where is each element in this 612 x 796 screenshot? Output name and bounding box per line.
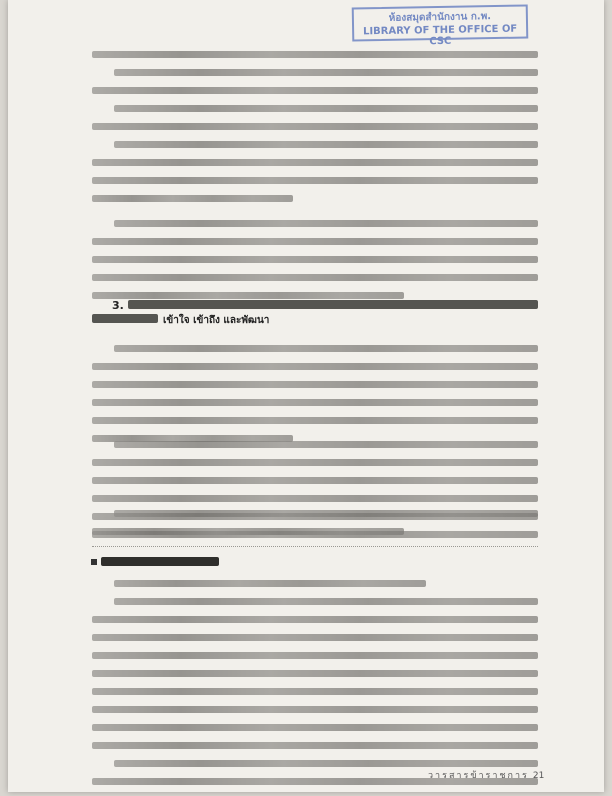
text-line xyxy=(114,598,538,605)
text-line xyxy=(92,195,293,202)
page-footer xyxy=(428,768,544,782)
text-line xyxy=(92,238,538,245)
text-line xyxy=(114,105,538,112)
section-3-heading xyxy=(128,300,538,309)
text-line xyxy=(114,760,538,767)
document-page xyxy=(8,0,604,792)
text-line xyxy=(92,159,538,166)
text-line xyxy=(114,69,538,76)
journal-name: วารสารข้าราชการ xyxy=(428,771,529,781)
text-line xyxy=(92,51,538,58)
text-line xyxy=(114,510,538,517)
text-line xyxy=(92,724,538,731)
text-line xyxy=(114,580,426,587)
stamp-thai-text: ห้องสมุดสำนักงาน ก.พ. xyxy=(388,11,492,24)
paragraph-2 xyxy=(92,220,538,310)
text-line xyxy=(92,381,538,388)
text-line xyxy=(92,477,538,484)
section-divider xyxy=(92,546,538,547)
text-line xyxy=(92,123,538,130)
paragraph-5 xyxy=(92,510,538,546)
text-line xyxy=(92,670,538,677)
text-line xyxy=(92,274,538,281)
text-line xyxy=(92,459,538,466)
text-line xyxy=(92,742,538,749)
text-line xyxy=(114,220,538,227)
text-line xyxy=(92,528,404,535)
text-line xyxy=(92,616,538,623)
text-line xyxy=(92,634,538,641)
section-3-number: 3. xyxy=(112,299,124,312)
text-line xyxy=(92,87,538,94)
text-line xyxy=(92,256,538,263)
stamp-english-text: LIBRARY OF THE OFFICE OF CSC xyxy=(362,23,518,48)
text-line xyxy=(92,292,404,299)
paragraph-1 xyxy=(92,51,538,213)
text-line xyxy=(114,441,538,448)
section-title xyxy=(101,557,219,566)
text-line xyxy=(92,688,538,695)
text-line xyxy=(92,363,538,370)
section-3-quote: เข้าใจ เข้าถึง และพัฒนา xyxy=(163,315,270,326)
bullet-square-icon xyxy=(91,559,97,565)
text-line xyxy=(92,177,538,184)
page-number: 21 xyxy=(532,771,545,781)
paragraph-6 xyxy=(92,580,538,796)
library-stamp xyxy=(352,4,529,48)
section-3-heading xyxy=(92,314,158,323)
text-line xyxy=(114,345,538,352)
text-line xyxy=(92,399,538,406)
paragraph-3 xyxy=(92,345,538,453)
text-line xyxy=(92,495,538,502)
text-line xyxy=(92,652,538,659)
text-line xyxy=(92,706,538,713)
text-line xyxy=(92,417,538,424)
text-line xyxy=(114,141,538,148)
